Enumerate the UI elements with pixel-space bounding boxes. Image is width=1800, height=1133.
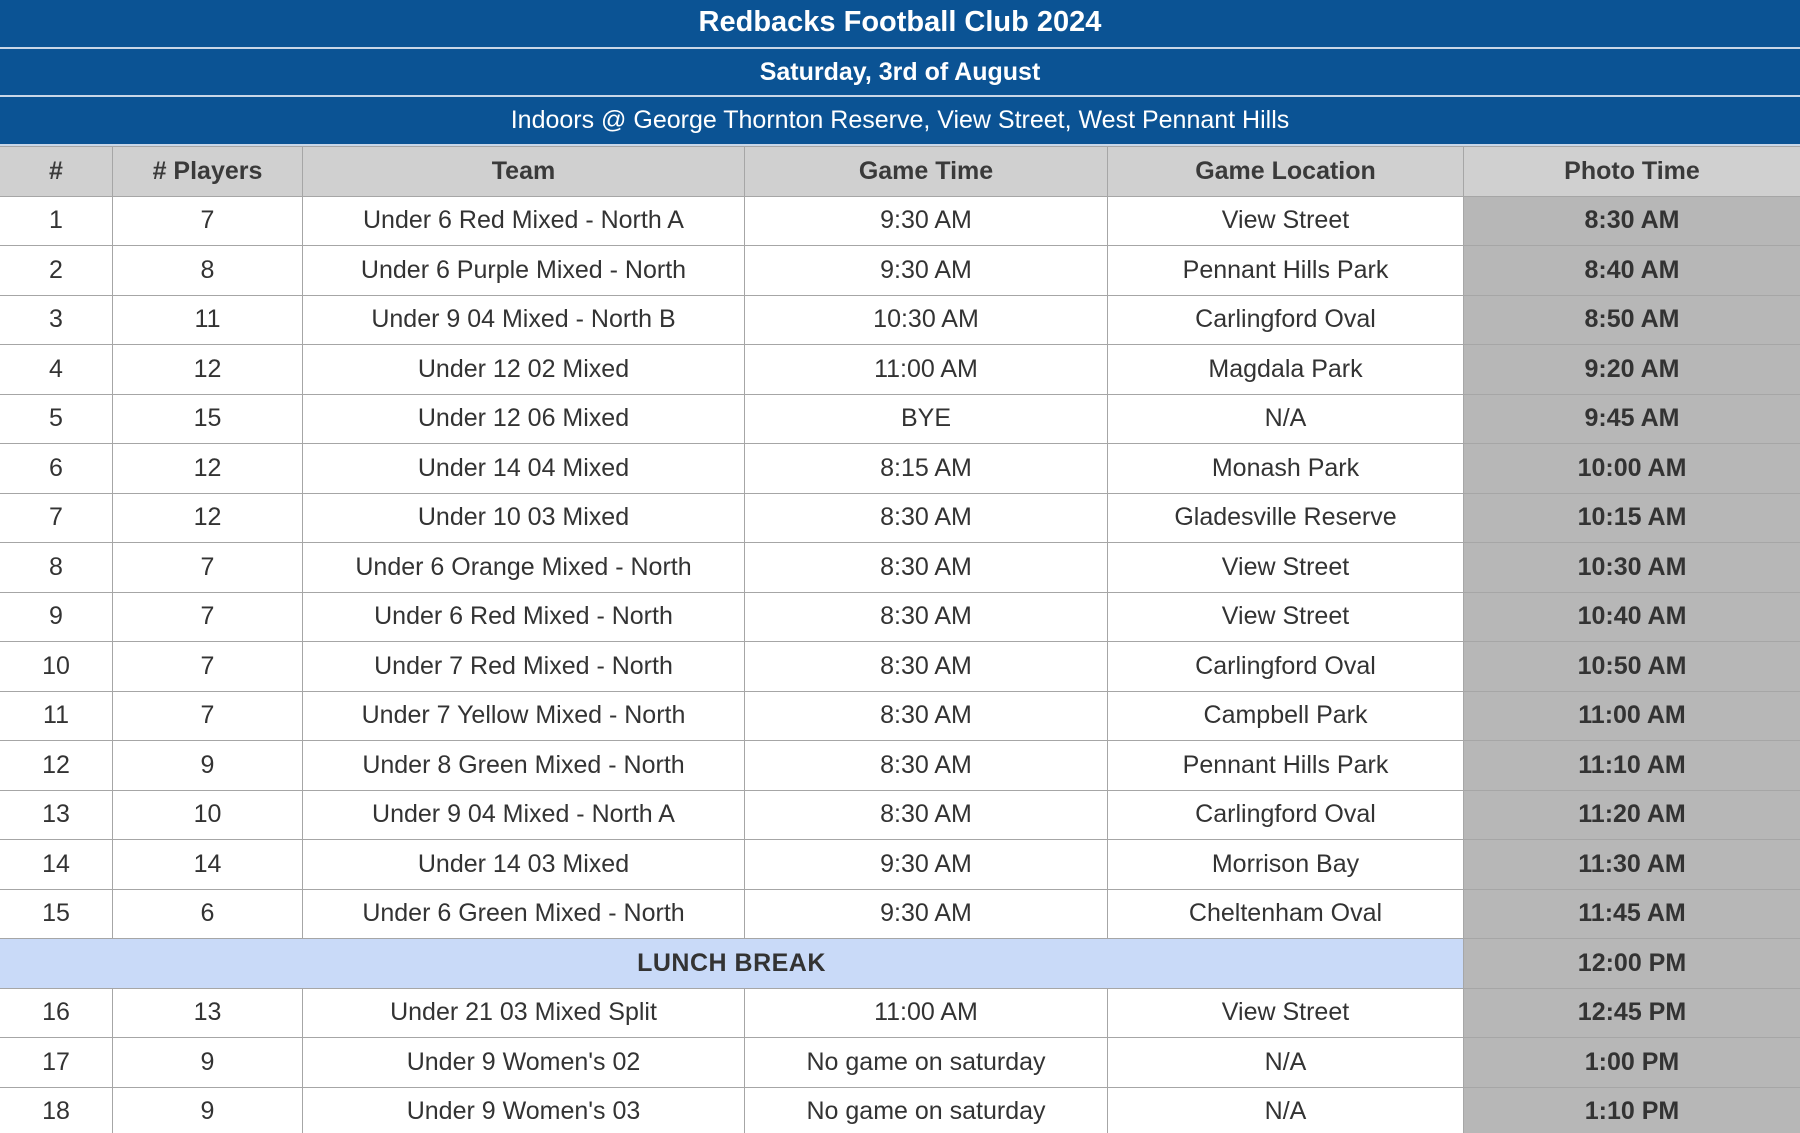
cell-game-location: N/A bbox=[1108, 1038, 1464, 1088]
cell-game-location: Carlingford Oval bbox=[1108, 642, 1464, 692]
cell-game-time: 11:00 AM bbox=[745, 345, 1108, 395]
cell-number: 17 bbox=[0, 1038, 113, 1088]
cell-team: Under 14 04 Mixed bbox=[303, 444, 745, 494]
cell-team: Under 21 03 Mixed Split bbox=[303, 988, 745, 1038]
cell-game-location: View Street bbox=[1108, 592, 1464, 642]
cell-photo-time: 11:20 AM bbox=[1464, 790, 1800, 840]
column-header-team: Team bbox=[303, 147, 745, 197]
cell-game-location: View Street bbox=[1108, 543, 1464, 593]
column-header-photo-time: Photo Time bbox=[1464, 147, 1800, 197]
cell-game-location: View Street bbox=[1108, 988, 1464, 1038]
event-date: Saturday, 3rd of August bbox=[0, 49, 1800, 97]
cell-number: 6 bbox=[0, 444, 113, 494]
cell-game-location: Pennant Hills Park bbox=[1108, 741, 1464, 791]
cell-players: 9 bbox=[113, 1038, 303, 1088]
cell-team: Under 14 03 Mixed bbox=[303, 840, 745, 890]
cell-players: 7 bbox=[113, 642, 303, 692]
cell-number: 5 bbox=[0, 394, 113, 444]
schedule-table bbox=[0, 146, 1800, 1133]
cell-team: Under 9 Women's 03 bbox=[303, 1087, 745, 1133]
cell-team: Under 9 Women's 02 bbox=[303, 1038, 745, 1088]
cell-team: Under 7 Red Mixed - North bbox=[303, 642, 745, 692]
cell-game-location: Gladesville Reserve bbox=[1108, 493, 1464, 543]
cell-photo-time: 8:50 AM bbox=[1464, 295, 1800, 345]
cell-photo-time: 12:45 PM bbox=[1464, 988, 1800, 1038]
cell-game-location: Cheltenham Oval bbox=[1108, 889, 1464, 939]
table-row bbox=[0, 741, 1800, 791]
rows-before-break bbox=[0, 196, 1800, 939]
cell-players: 7 bbox=[113, 592, 303, 642]
cell-number: 4 bbox=[0, 345, 113, 395]
cell-number: 16 bbox=[0, 988, 113, 1038]
cell-photo-time: 11:30 AM bbox=[1464, 840, 1800, 890]
table-row bbox=[0, 592, 1800, 642]
cell-game-time: 8:30 AM bbox=[745, 642, 1108, 692]
cell-game-location: Morrison Bay bbox=[1108, 840, 1464, 890]
cell-number: 1 bbox=[0, 196, 113, 246]
table-row bbox=[0, 691, 1800, 741]
cell-team: Under 6 Purple Mixed - North bbox=[303, 246, 745, 296]
cell-game-location: Magdala Park bbox=[1108, 345, 1464, 395]
cell-game-location: View Street bbox=[1108, 196, 1464, 246]
cell-number: 8 bbox=[0, 543, 113, 593]
cell-players: 13 bbox=[113, 988, 303, 1038]
cell-players: 7 bbox=[113, 543, 303, 593]
cell-photo-time: 9:20 AM bbox=[1464, 345, 1800, 395]
cell-game-location: Carlingford Oval bbox=[1108, 295, 1464, 345]
cell-game-location: Campbell Park bbox=[1108, 691, 1464, 741]
cell-number: 7 bbox=[0, 493, 113, 543]
cell-game-location: N/A bbox=[1108, 394, 1464, 444]
cell-team: Under 6 Orange Mixed - North bbox=[303, 543, 745, 593]
cell-players: 14 bbox=[113, 840, 303, 890]
cell-team: Under 7 Yellow Mixed - North bbox=[303, 691, 745, 741]
cell-players: 9 bbox=[113, 741, 303, 791]
table-row bbox=[0, 1038, 1800, 1088]
cell-players: 8 bbox=[113, 246, 303, 296]
cell-number: 14 bbox=[0, 840, 113, 890]
cell-players: 12 bbox=[113, 345, 303, 395]
cell-players: 11 bbox=[113, 295, 303, 345]
cell-photo-time: 11:00 AM bbox=[1464, 691, 1800, 741]
cell-photo-time: 9:45 AM bbox=[1464, 394, 1800, 444]
cell-photo-time: 10:50 AM bbox=[1464, 642, 1800, 692]
event-venue: Indoors @ George Thornton Reserve, View Street, West Pennant Hills bbox=[0, 97, 1800, 146]
cell-number: 3 bbox=[0, 295, 113, 345]
table-row bbox=[0, 246, 1800, 296]
cell-photo-time: 11:45 AM bbox=[1464, 889, 1800, 939]
cell-game-time: 11:00 AM bbox=[745, 988, 1108, 1038]
cell-game-time: 8:30 AM bbox=[745, 543, 1108, 593]
cell-game-time: 9:30 AM bbox=[745, 246, 1108, 296]
cell-players: 15 bbox=[113, 394, 303, 444]
lunch-break-photo-time: 12:00 PM bbox=[1464, 939, 1800, 989]
cell-players: 10 bbox=[113, 790, 303, 840]
cell-team: Under 6 Green Mixed - North bbox=[303, 889, 745, 939]
table-row bbox=[0, 790, 1800, 840]
cell-team: Under 9 04 Mixed - North A bbox=[303, 790, 745, 840]
cell-game-location: Pennant Hills Park bbox=[1108, 246, 1464, 296]
cell-team: Under 10 03 Mixed bbox=[303, 493, 745, 543]
table-row bbox=[0, 444, 1800, 494]
table-row bbox=[0, 345, 1800, 395]
table-row bbox=[0, 543, 1800, 593]
cell-number: 10 bbox=[0, 642, 113, 692]
cell-photo-time: 10:30 AM bbox=[1464, 543, 1800, 593]
cell-number: 9 bbox=[0, 592, 113, 642]
cell-number: 13 bbox=[0, 790, 113, 840]
cell-team: Under 12 06 Mixed bbox=[303, 394, 745, 444]
cell-team: Under 9 04 Mixed - North B bbox=[303, 295, 745, 345]
cell-team: Under 12 02 Mixed bbox=[303, 345, 745, 395]
cell-photo-time: 8:30 AM bbox=[1464, 196, 1800, 246]
cell-players: 7 bbox=[113, 196, 303, 246]
cell-team: Under 8 Green Mixed - North bbox=[303, 741, 745, 791]
cell-game-time: 9:30 AM bbox=[745, 196, 1108, 246]
column-header-game-time: Game Time bbox=[745, 147, 1108, 197]
lunch-break-label: LUNCH BREAK bbox=[0, 939, 1464, 989]
cell-number: 15 bbox=[0, 889, 113, 939]
cell-players: 9 bbox=[113, 1087, 303, 1133]
table-row bbox=[0, 394, 1800, 444]
cell-game-location: Carlingford Oval bbox=[1108, 790, 1464, 840]
cell-photo-time: 10:40 AM bbox=[1464, 592, 1800, 642]
cell-game-time: 9:30 AM bbox=[745, 889, 1108, 939]
cell-players: 12 bbox=[113, 444, 303, 494]
table-row bbox=[0, 642, 1800, 692]
cell-game-time: 8:30 AM bbox=[745, 741, 1108, 791]
cell-players: 12 bbox=[113, 493, 303, 543]
cell-game-location: N/A bbox=[1108, 1087, 1464, 1133]
cell-team: Under 6 Red Mixed - North bbox=[303, 592, 745, 642]
cell-photo-time: 10:00 AM bbox=[1464, 444, 1800, 494]
cell-game-time: 8:15 AM bbox=[745, 444, 1108, 494]
cell-number: 11 bbox=[0, 691, 113, 741]
cell-game-location: Monash Park bbox=[1108, 444, 1464, 494]
rows-after-break bbox=[0, 988, 1800, 1133]
table-row bbox=[0, 493, 1800, 543]
cell-photo-time: 11:10 AM bbox=[1464, 741, 1800, 791]
column-header-game-location: Game Location bbox=[1108, 147, 1464, 197]
table-row bbox=[0, 295, 1800, 345]
cell-photo-time: 8:40 AM bbox=[1464, 246, 1800, 296]
cell-photo-time: 10:15 AM bbox=[1464, 493, 1800, 543]
cell-game-time: 8:30 AM bbox=[745, 592, 1108, 642]
cell-game-time: 9:30 AM bbox=[745, 840, 1108, 890]
cell-players: 7 bbox=[113, 691, 303, 741]
cell-game-time: No game on saturday bbox=[745, 1038, 1108, 1088]
table-row bbox=[0, 196, 1800, 246]
cell-photo-time: 1:00 PM bbox=[1464, 1038, 1800, 1088]
cell-game-time: No game on saturday bbox=[745, 1087, 1108, 1133]
table-row bbox=[0, 840, 1800, 890]
cell-game-time: 8:30 AM bbox=[745, 790, 1108, 840]
header-row bbox=[0, 147, 1800, 197]
cell-game-time: 10:30 AM bbox=[745, 295, 1108, 345]
cell-number: 2 bbox=[0, 246, 113, 296]
cell-number: 12 bbox=[0, 741, 113, 791]
table-row bbox=[0, 1087, 1800, 1133]
cell-game-time: BYE bbox=[745, 394, 1108, 444]
club-title: Redbacks Football Club 2024 bbox=[0, 0, 1800, 49]
cell-photo-time: 1:10 PM bbox=[1464, 1087, 1800, 1133]
column-header-number: # bbox=[0, 147, 113, 197]
column-header-players: # Players bbox=[113, 147, 303, 197]
table-row bbox=[0, 889, 1800, 939]
cell-number: 18 bbox=[0, 1087, 113, 1133]
table-row bbox=[0, 988, 1800, 1038]
cell-game-time: 8:30 AM bbox=[745, 691, 1108, 741]
lunch-break-section bbox=[0, 939, 1800, 989]
cell-team: Under 6 Red Mixed - North A bbox=[303, 196, 745, 246]
cell-players: 6 bbox=[113, 889, 303, 939]
cell-game-time: 8:30 AM bbox=[745, 493, 1108, 543]
lunch-break-row bbox=[0, 939, 1800, 989]
